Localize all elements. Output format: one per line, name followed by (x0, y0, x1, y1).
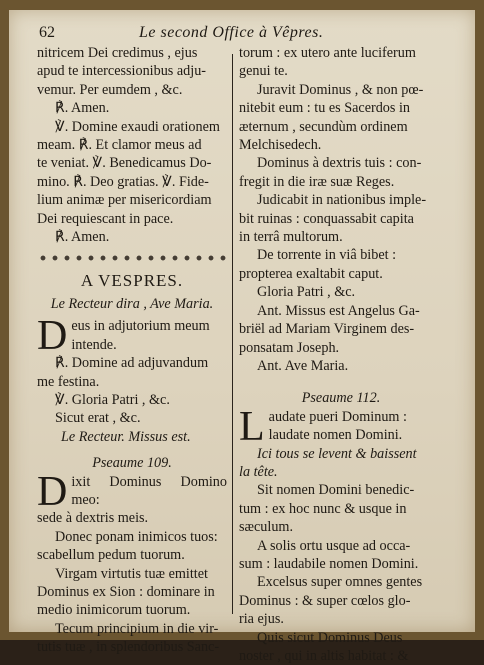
section-title: A VESPRES. (80, 271, 184, 291)
antiphon-line: Ant. Ave Maria. (257, 357, 349, 374)
text-line: mino. ℟. Deo gratias. ℣. Fide- (37, 173, 209, 190)
text-line: Sicut erat , &c. (55, 410, 141, 427)
text-line: De torrente in viâ bibet : (257, 247, 397, 264)
text-line: te veniat. ℣. Benedicamus Do- (37, 155, 212, 172)
text-line: Dei requiescant in pace. (37, 210, 174, 227)
text-line: Judicabit in nationibus imple- (257, 192, 427, 209)
text-line: eus in adjutorium meum (71, 318, 210, 335)
text-line: sede à dextris meis. (37, 510, 149, 527)
dropcap-paragraph (37, 313, 227, 360)
response-line: ℟. Amen. (55, 229, 110, 246)
dropcap-paragraph (239, 403, 443, 450)
text-line: Dominus à dextris tuis : con- (257, 155, 422, 172)
text-line: ponsatam Joseph. (239, 339, 340, 356)
rubric-line: Ici tous se levent & baissent (257, 445, 417, 462)
psalm-title: Pseaume 109. (92, 455, 172, 472)
text-line: A solis ortu usque ad occa- (257, 537, 411, 554)
text-line: nitebit eum : tu es Sacerdos in (239, 100, 411, 117)
versicle-line: ℣. Gloria Patri , &c. (55, 391, 170, 408)
text-line: Dominus : & super cœlos glo- (239, 592, 411, 609)
antiphon-line: Ant. Missus est Angelus Ga- (257, 302, 420, 319)
text-line: bit ruinas : conquassabit capita (239, 210, 414, 227)
text-line: Sit nomen Domini benedic- (257, 482, 415, 499)
text-line: laudate nomen Domini. (268, 427, 403, 444)
text-line: audate pueri Dominum : (268, 408, 407, 425)
text-line: medio inimicorum tuorum. (37, 602, 191, 619)
text-line: propterea exaltabit caput. (239, 265, 383, 282)
text-line: Tecum principium in die vir- (55, 620, 219, 637)
running-title: Le second Office à Vêpres. (139, 24, 324, 41)
text-line: Juravit Dominus , & non pœ- (257, 81, 424, 98)
text-line: Donec ponam inimicos tuos: (55, 528, 218, 545)
text-line: Melchisedech. (239, 137, 322, 154)
text-line: intende. (71, 336, 117, 353)
text-line: Virgam virtutis tuæ emittet (55, 565, 208, 582)
right-column (239, 44, 443, 665)
rubric-line: Le Recteur dira , Ave Maria. (50, 295, 214, 312)
text-line: sum : laudabile nomen Domini. (239, 555, 419, 572)
text-line: tutis tuæ , in splendoribus Sanc- (37, 639, 220, 656)
text-line: lium animæ per misericordiam (37, 192, 212, 209)
text-line: nitricem Dei credimus , ejus (37, 45, 198, 61)
left-column (37, 44, 227, 657)
text-line: fregit in die iræ suæ Reges. (239, 173, 395, 190)
text-line: Quis sicut Dominus Deus (257, 629, 403, 646)
text-line: meam. ℟. Et clamor meus ad (37, 137, 202, 154)
response-line: ℟. Amen. (55, 100, 110, 117)
book-page (9, 10, 475, 664)
page-header (9, 24, 475, 44)
text-line: ria ejus. (239, 611, 284, 628)
dropcap-paragraph (37, 468, 227, 528)
text-line: sæculum. (239, 519, 293, 536)
text-line: ixit Dominus Domino meo: (71, 473, 227, 508)
text-line: Gloria Patri , &c. (257, 284, 356, 301)
text-line: vemur. Per eumdem , &c. (37, 81, 183, 98)
text-line: briël ad Mariam Virginem des- (239, 321, 415, 338)
column-divider (232, 54, 233, 614)
ornamental-border (37, 252, 227, 264)
text-line: Dominus ex Sion : dominare in (37, 583, 215, 600)
text-line: scabellum pedum tuorum. (37, 547, 185, 564)
drop-cap: D (37, 313, 68, 360)
text-line: Excelsus super omnes gentes (257, 574, 423, 591)
versicle-line: ℣. Domine exaudi orationem (55, 118, 220, 135)
psalm-title: Pseaume 112. (301, 390, 381, 407)
rubric-line: la tête. (239, 463, 278, 480)
text-line: me festina. (37, 373, 100, 390)
drop-cap: L (239, 403, 265, 450)
text-line: tum : ex hoc nunc & usque in (239, 500, 407, 517)
text-line: in terrâ multorum. (239, 229, 343, 246)
text-line: torum : ex utero ante luciferum (239, 45, 416, 61)
text-line: noster , qui in altis habitat : & (239, 648, 409, 664)
text-line: apud te intercessionibus adju- (37, 63, 207, 80)
text-line: genui te. (239, 63, 288, 80)
response-line: ℟. Domine ad adjuvandum (55, 355, 209, 372)
drop-cap: D (37, 468, 68, 515)
text-line: æternum , secundùm ordinem (239, 118, 408, 135)
page-number: 62 (39, 24, 55, 41)
rubric-line: Le Recteur. Missus est. (61, 428, 191, 445)
